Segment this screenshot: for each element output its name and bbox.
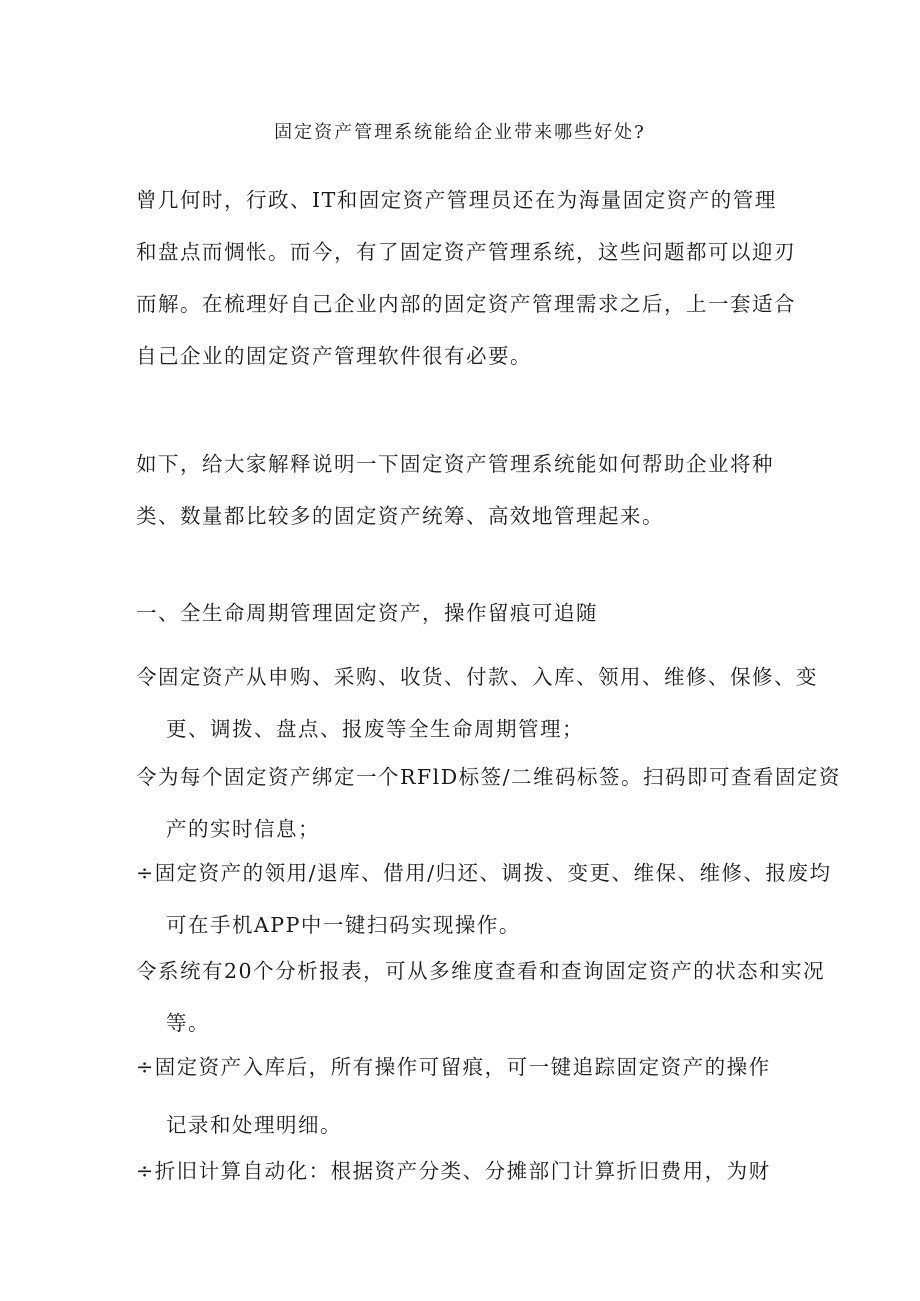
list-item [136,1158,796,1184]
section-heading: 一、全生命周期管理固定资产，操作留痕可追随 [136,601,598,625]
list-item-continuation: 更、调拨、盘点、报废等全生命周期管理； [166,717,584,741]
list-item-continuation: 可在手机APP中一键扫码实现操作。 [166,913,521,937]
list-item [136,860,832,938]
bullet-icon: 令 [136,959,158,983]
bullet-icon: 令 [136,765,158,789]
list-item [136,958,826,1036]
intro-paragraph: 曾几何时，行政、IT和固定资产管理员还在为海量固定资产的管理和盘点而惆怅。而今，有了固定资产管理系统，这些问题都可以迎刃而解。在梳理好自己企业内部的固定资产管理需求之后，上一套适合自己企业的固定资产管理软件很有必要。 [136,188,796,368]
list-item-text: 折旧计算自动化：根据资产分类、分摊部门计算折旧费用，为财 [154,1159,771,1183]
bullet-icon: ÷ [136,1159,155,1183]
list-item-text: 系统有20个分析报表，可从多维度查看和查询固定资产的状态和实况 [158,959,826,983]
list-item-text: 为每个固定资产绑定一个RFlD标签/二维码标签。扫码即可查看固定资 [158,765,842,789]
bullet-icon: ÷ [136,861,155,885]
list-item-text: 固定资产的领用/退库、借用/归还、调拨、变更、维保、维修、报废均 [154,861,832,885]
list-item-continuation: 等。 [166,1011,210,1035]
list-item-continuation: 记录和处理明细。 [166,1113,342,1137]
list-item-continuation: 产的实时信息； [166,817,320,841]
list-item [136,764,842,842]
bullet-icon: ÷ [136,1055,155,1079]
document-title: 固定资产管理系统能给企业带来哪些好处? [274,122,646,143]
list-item [136,664,818,742]
list-item [136,1054,796,1138]
bullet-icon: 令 [136,665,158,689]
list-item-text: 固定资产入库后，所有操作可留痕，可一键追踪固定资产的操作 [154,1055,771,1079]
list-item-text: 固定资产从申购、采购、收货、付款、入库、领用、维修、保修、变 [158,665,818,689]
summary-paragraph: 如下，给大家解释说明一下固定资产管理系统能如何帮助企业将种类、数量都比较多的固定资产统筹、高效地管理起来。 [136,452,774,528]
